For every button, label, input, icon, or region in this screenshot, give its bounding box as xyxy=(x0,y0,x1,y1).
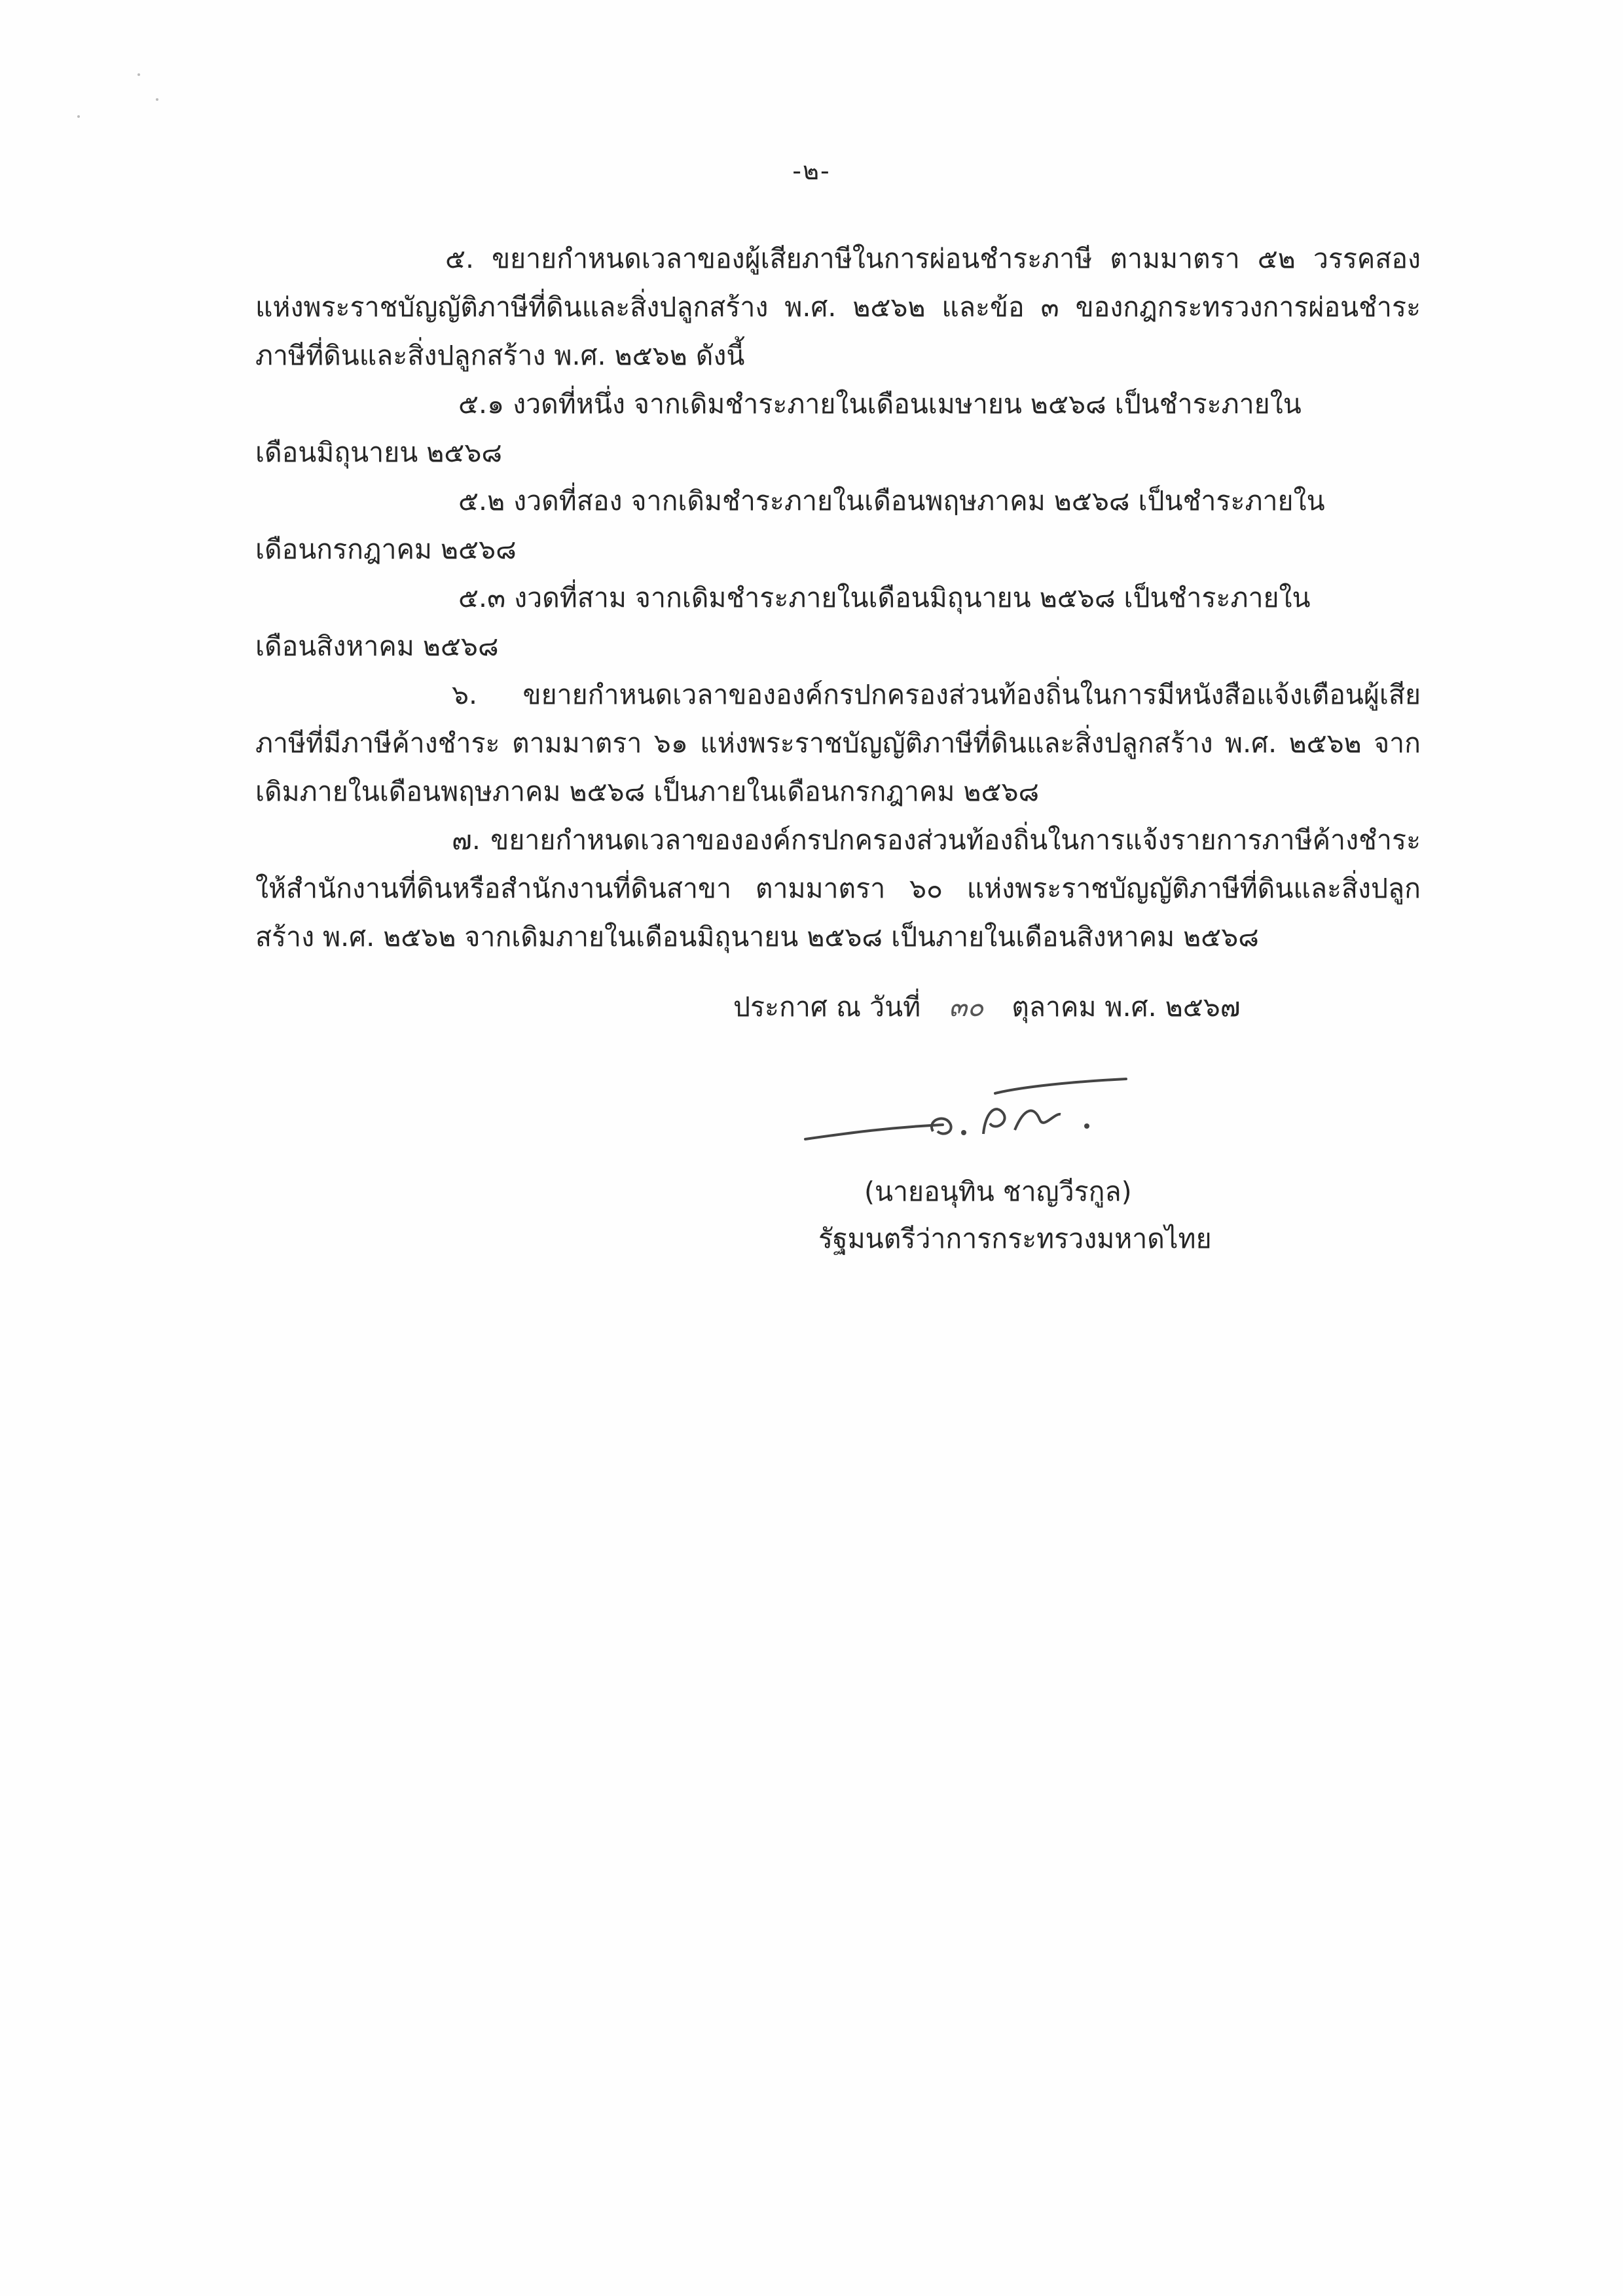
item-5-3-line: ๕.๓ งวดที่สาม จากเดิมชำระภายในเดือนมิถุนายน ๒๕๖๘ เป็นชำระภายใน xyxy=(458,582,1311,613)
paragraph-7: ๗. ขยายกำหนดเวลาขององค์กรปกครองส่วนท้องถิ่นในการแจ้งรายการภาษีค้างชำระให้สำนักงานที่ดินหรือสำนักงานที่ดินสาขา ตามมาตรา ๖๐ แห่งพระราชบัญญัติภาษีที่ดินและสิ่งปลูกสร้าง พ.ศ. ๒๕๖๒ จากเดิมภายในเดือนมิถุนายน ๒๕๖๘ เป็นภายในเดือนสิงหาคม ๒๕๖๘ xyxy=(255,824,1421,953)
signatory-name: (นายอนุทิน ชาญวีรกูล) xyxy=(864,1176,1132,1207)
item-5-3-continuation: เดือนสิงหาคม ๒๕๖๘ xyxy=(255,630,499,662)
document-body xyxy=(255,234,1421,961)
signatory-title: รัฐมนตรีว่าการกระทรวงมหาดไทย xyxy=(818,1223,1212,1254)
scan-speck xyxy=(156,98,158,101)
item-5-2-line: ๕.๒ งวดที่สอง จากเดิมชำระภายในเดือนพฤษภาคม ๒๕๖๘ เป็นชำระภายใน xyxy=(458,485,1325,517)
scan-speck xyxy=(137,73,140,76)
announcement-prefix: ประกาศ ณ วันที่ xyxy=(733,991,921,1023)
item-5-2-continuation: เดือนกรกฎาคม ๒๕๖๘ xyxy=(255,534,517,565)
announcement-date-line xyxy=(733,987,1241,1027)
scan-speck xyxy=(77,115,80,118)
paragraph-5: ๕. ขยายกำหนดเวลาของผู้เสียภาษีในการผ่อนชำระภาษี ตามมาตรา ๕๒ วรรคสอง แห่งพระราชบัญญัติภาษีที่ดินและสิ่งปลูกสร้าง พ.ศ. ๒๕๖๒ และข้อ ๓ ของกฎกระทรวงการผ่อนชำระภาษีที่ดินและสิ่งปลูกสร้าง พ.ศ. ๒๕๖๒ ดังนี้ xyxy=(255,243,1421,371)
signature-image xyxy=(799,1067,1139,1159)
page-number: -๒- xyxy=(792,156,831,185)
item-5-1-continuation: เดือนมิถุนายน ๒๕๖๘ xyxy=(255,437,502,468)
paragraph-6: ๖. ขยายกำหนดเวลาขององค์กรปกครองส่วนท้องถิ่นในการมีหนังสือแจ้งเตือนผู้เสียภาษีที่มีภาษีค้างชำระ ตามมาตรา ๖๑ แห่งพระราชบัญญัติภาษีที่ดินและสิ่งปลูกสร้าง พ.ศ. ๒๕๖๒ จากเดิมภายในเดือนพฤษภาคม ๒๕๖๘ เป็นภายในเดือนกรกฎาคม ๒๕๖๘ xyxy=(255,679,1421,807)
announcement-day: ๓๐ xyxy=(949,991,984,1023)
announcement-month-year: ตุลาคม พ.ศ. ๒๕๖๗ xyxy=(1012,991,1241,1023)
item-5-1-line: ๕.๑ งวดที่หนึ่ง จากเดิมชำระภายในเดือนเมษายน ๒๕๖๘ เป็นชำระภายใน xyxy=(458,388,1302,420)
